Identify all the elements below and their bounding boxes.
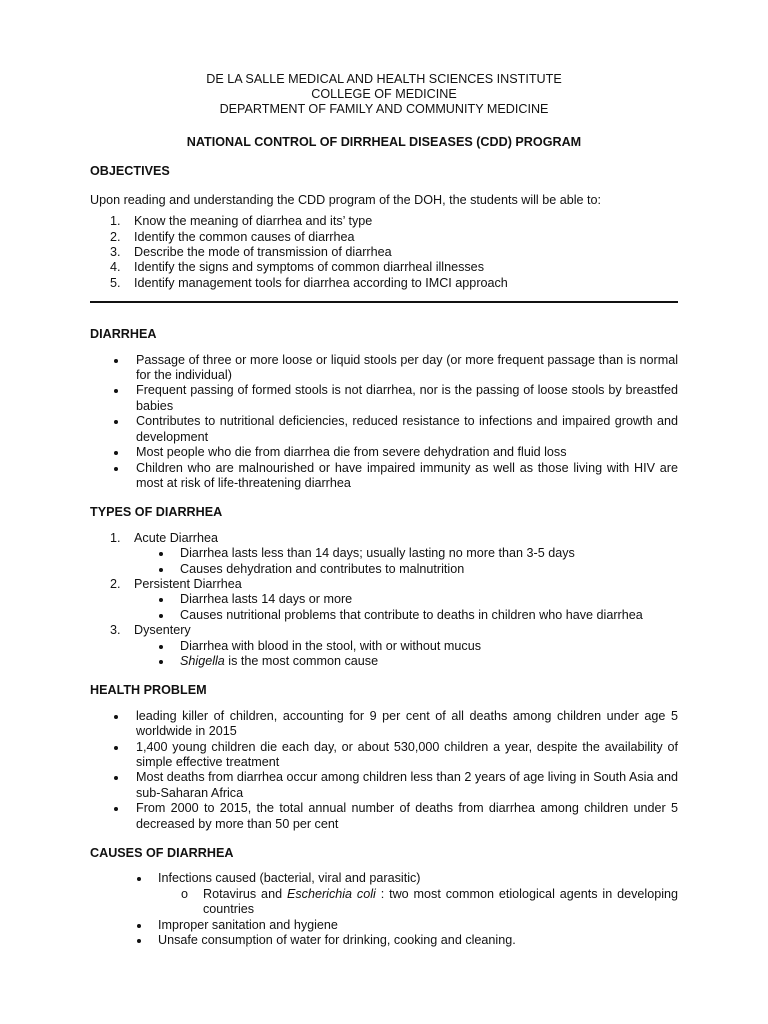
diarrhea-list [90, 353, 678, 492]
objectives-heading: OBJECTIVES [90, 164, 170, 179]
list-item: Diarrhea with blood in the stool, with or without mucus [90, 639, 678, 654]
list-item: 5. Identify management tools for diarrhea according to IMCI approach [110, 275, 508, 290]
causes-sublist [90, 887, 678, 918]
list-item: 1. Know the meaning of diarrhea and its’ type [110, 214, 373, 229]
bullet-icon [159, 598, 163, 602]
bullet-icon [114, 420, 118, 424]
document-title: NATIONAL CONTROL OF DIRRHEAL DISEASES (CDD) PROGRAM [186, 135, 582, 149]
list-item: 3. Dysentery [110, 623, 191, 638]
bullet-icon [114, 467, 118, 471]
types-heading: TYPES OF DIARRHEA [90, 505, 223, 520]
list-item: 2. Persistent Diarrhea [110, 576, 242, 591]
list-item: Most people who die from diarrhea die from severe dehydration and fluid loss [90, 445, 678, 460]
bullet-icon [114, 776, 118, 780]
objectives-list [90, 214, 678, 291]
circle-bullet-icon: o [181, 886, 189, 901]
list-item: Shigella is the most common cause [90, 654, 678, 669]
list-item: Unsafe consumption of water for drinking, cooking and cleaning. [90, 933, 678, 948]
institution-header [90, 0, 678, 117]
bullet-icon [114, 807, 118, 811]
list-item: Diarrhea lasts less than 14 days; usually lasting no more than 3-5 days [90, 546, 678, 561]
list-item: Causes dehydration and contributes to malnutrition [90, 562, 678, 577]
diarrhea-heading: DIARRHEA [90, 327, 157, 342]
persistent-sublist [90, 592, 678, 623]
bullet-icon [159, 614, 163, 618]
list-item: Causes nutritional problems that contribute to deaths in children who have diarrhea [90, 608, 678, 623]
bullet-icon [137, 877, 141, 881]
list-item: Frequent passing of formed stools is not diarrhea, nor is the passing of loose stools by breastfed babies [90, 383, 678, 414]
bullet-icon [114, 359, 118, 363]
types-list-3 [90, 623, 678, 638]
list-item: Children who are malnourished or have impaired immunity as well as those living with HIV are most at risk of life-threatening diarrhea [90, 461, 678, 492]
list-item: leading killer of children, accounting for 9 per cent of all deaths among children under age 5 worldwide in 2015 [90, 709, 678, 740]
list-item: From 2000 to 2015, the total annual number of deaths from diarrhea among children under 5 decreased by more than 50 per cent [90, 801, 678, 832]
causes-heading: CAUSES OF DIARRHEA [90, 846, 234, 861]
bullet-icon [114, 389, 118, 393]
bullet-icon [159, 645, 163, 649]
dysentery-sublist [90, 639, 678, 670]
list-item: Most deaths from diarrhea occur among children less than 2 years of age living in South Asia and sub-Saharan Africa [90, 770, 678, 801]
causes-list-2 [90, 918, 678, 949]
list-item: 1. Acute Diarrhea [110, 530, 218, 545]
bullet-icon [159, 660, 163, 664]
list-item: Contributes to nutritional deficiencies, reduced resistance to infections and impaired growth and development [90, 414, 678, 445]
acute-sublist [90, 546, 678, 577]
list-item: Infections caused (bacterial, viral and parasitic) [90, 871, 678, 886]
bullet-icon [137, 924, 141, 928]
health-problem-list [90, 709, 678, 832]
department-name: DEPARTMENT OF FAMILY AND COMMUNITY MEDICINE [219, 102, 549, 116]
college-name: COLLEGE OF MEDICINE [311, 87, 457, 101]
list-item: o Rotavirus and Escherichia coli : two most common etiological agents in developing countries [181, 886, 679, 917]
health-problem-heading: HEALTH PROBLEM [90, 683, 207, 698]
bullet-icon [159, 552, 163, 556]
bullet-icon [114, 746, 118, 750]
types-list [90, 531, 678, 546]
types-list-2 [90, 577, 678, 592]
list-item: Improper sanitation and hygiene [90, 918, 678, 933]
objectives-intro: Upon reading and understanding the CDD program of the DOH, the students will be able to: [90, 192, 602, 207]
list-item: Diarrhea lasts 14 days or more [90, 592, 678, 607]
bullet-icon [114, 715, 118, 719]
list-item: 4. Identify the signs and symptoms of common diarrheal illnesses [110, 260, 484, 275]
list-item: Passage of three or more loose or liquid stools per day (or more frequent passage than is normal for the individual) [90, 353, 678, 384]
bullet-icon [114, 451, 118, 455]
section-divider [90, 301, 678, 303]
bullet-icon [159, 568, 163, 572]
causes-list [90, 871, 678, 886]
institute-name: DE LA SALLE MEDICAL AND HEALTH SCIENCES INSTITUTE [206, 72, 562, 86]
list-item: 2. Identify the common causes of diarrhea [110, 229, 355, 244]
list-item: 1,400 young children die each day, or about 530,000 children a year, despite the availability of simple effective treatment [90, 740, 678, 771]
bullet-icon [137, 939, 141, 943]
list-item: 3. Describe the mode of transmission of diarrhea [110, 245, 392, 260]
